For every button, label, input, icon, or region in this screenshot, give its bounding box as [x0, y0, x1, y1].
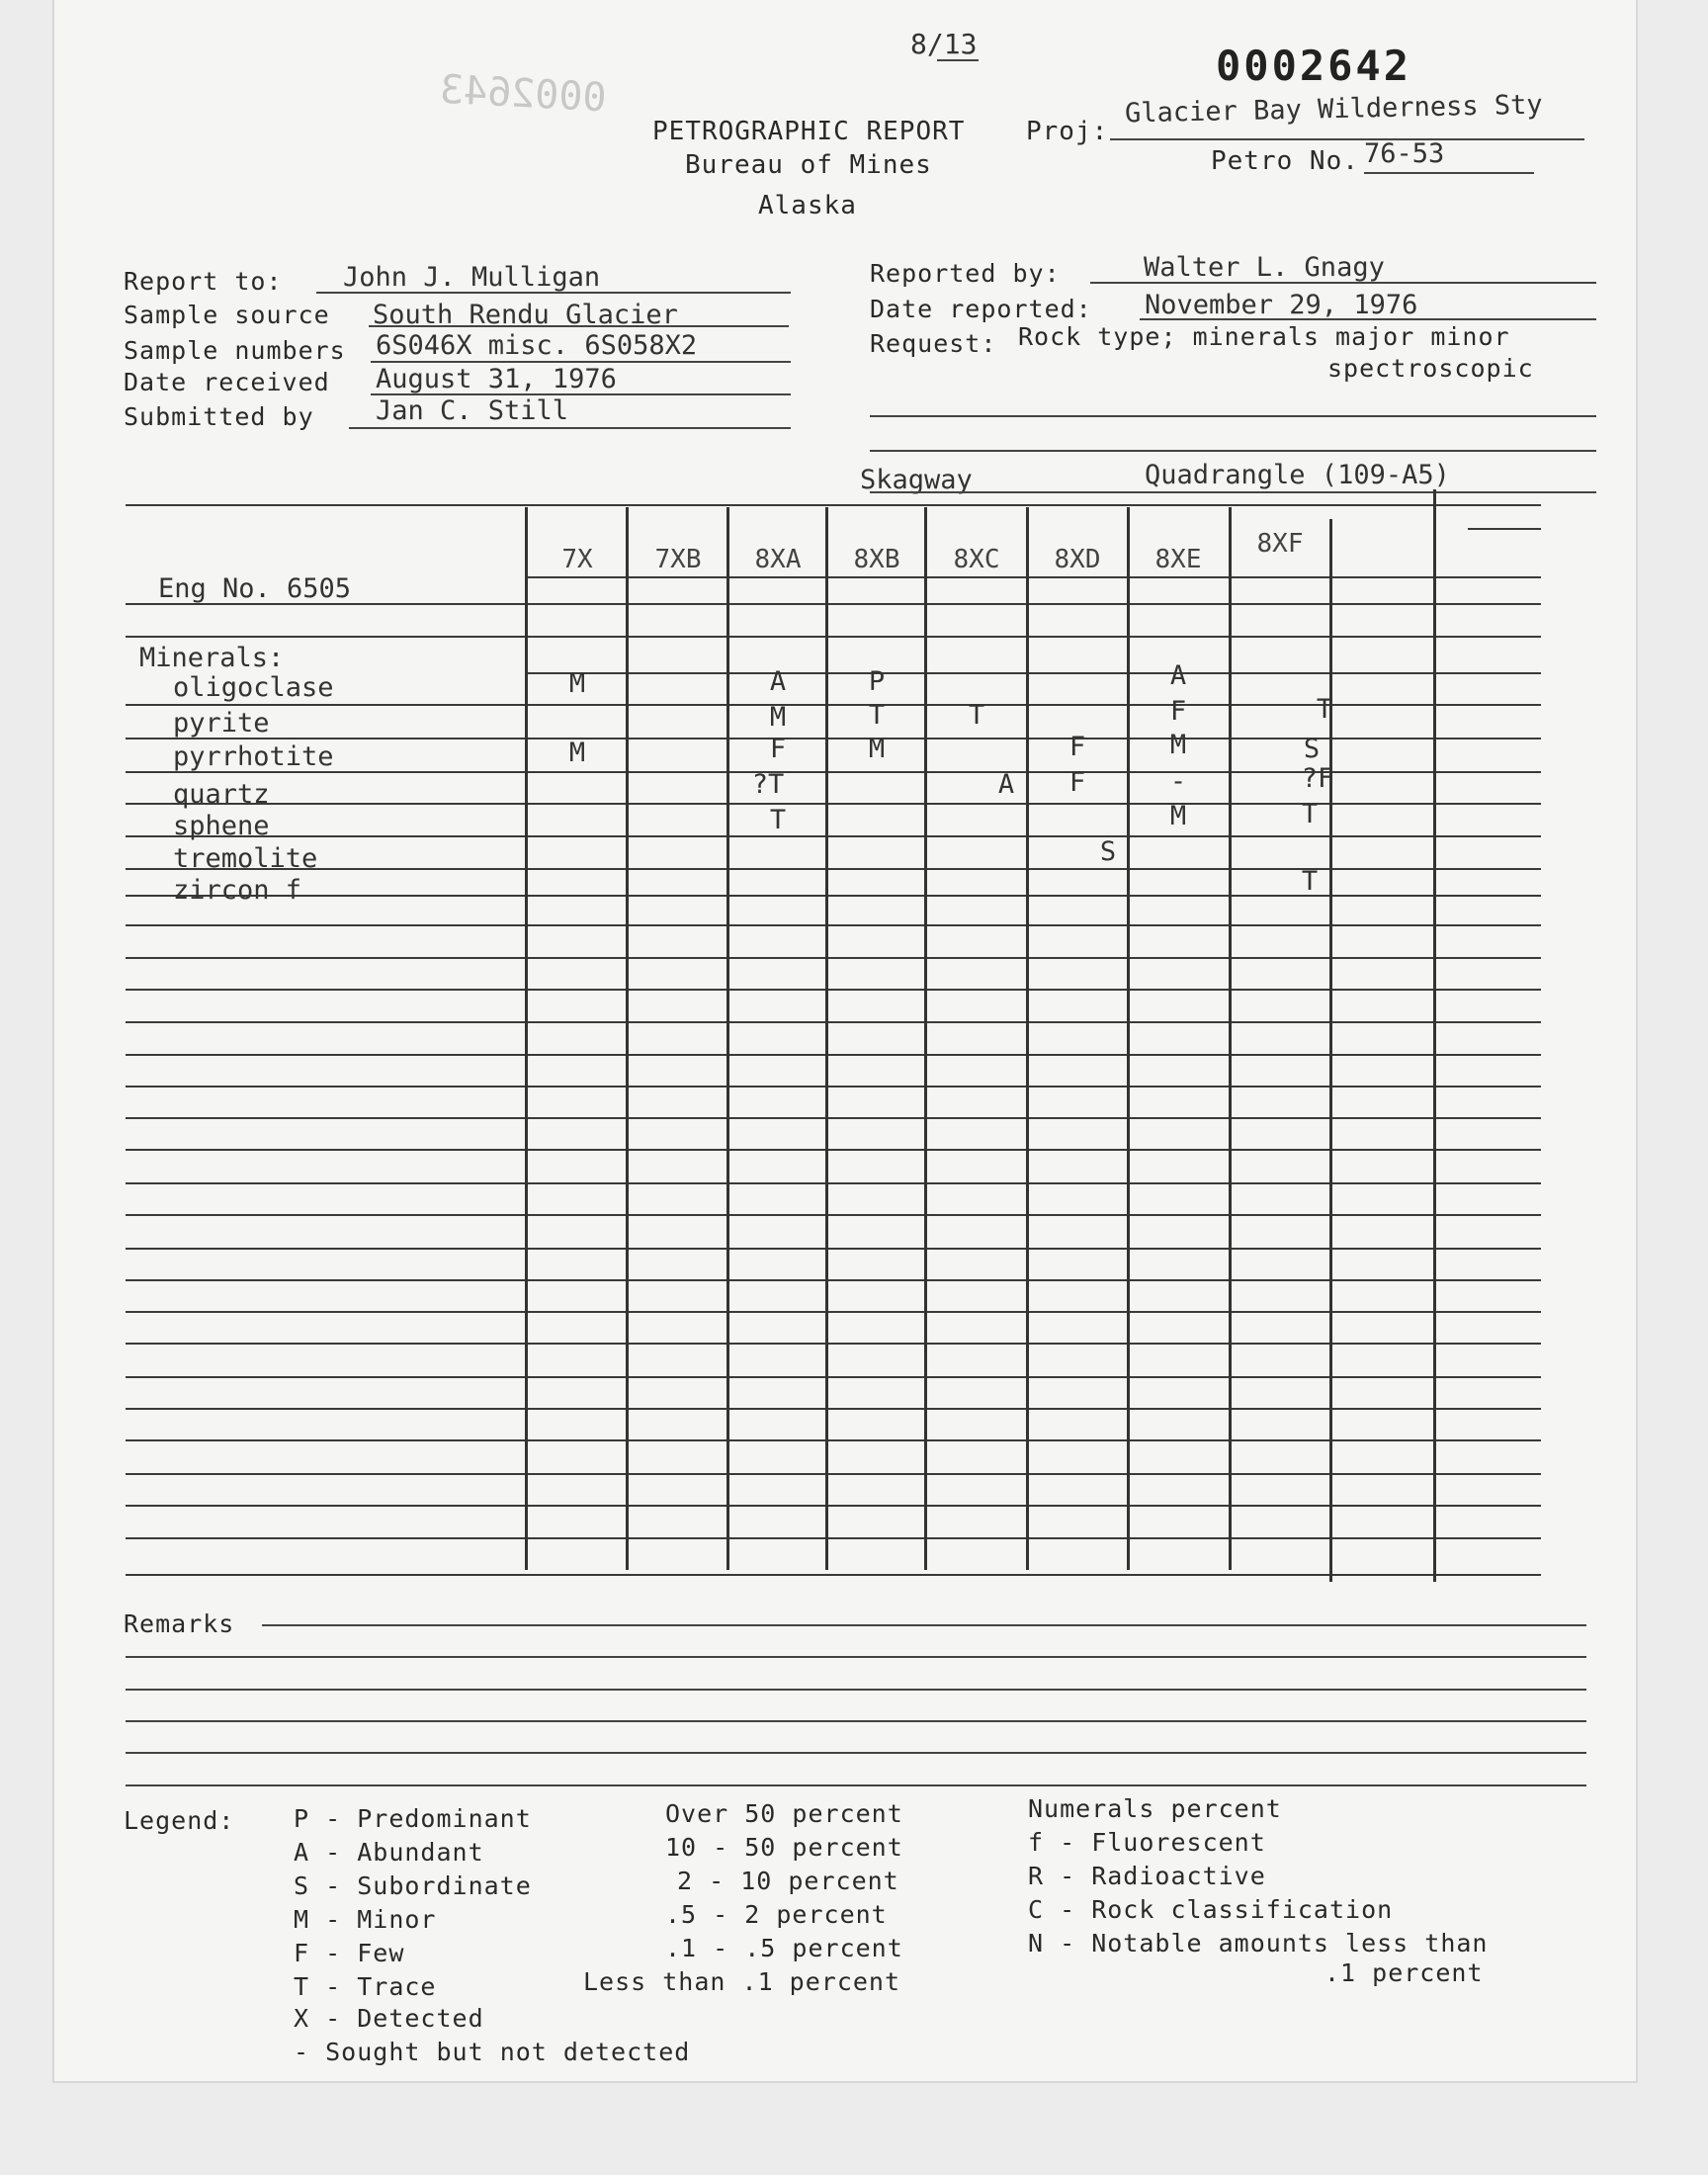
- legend-note: R - Radioactive: [1028, 1862, 1266, 1890]
- request-label: Request:: [870, 329, 997, 358]
- document-number: 0002642: [1216, 42, 1412, 90]
- mineral-name: sphene: [173, 811, 270, 841]
- table-cell: F: [1068, 767, 1086, 798]
- date-reported-label: Date reported:: [870, 295, 1092, 323]
- legend-range: 10 - 50 percent: [665, 1833, 903, 1862]
- col-head-7: 8XE: [1154, 545, 1202, 574]
- legend-code: T - Trace: [294, 1972, 437, 2001]
- legend-code: F - Few: [294, 1939, 405, 1967]
- legend-code: P - Predominant: [294, 1804, 532, 1833]
- mineral-name: quartz: [173, 779, 270, 810]
- table-cell: T: [868, 700, 886, 731]
- table-cell: -: [1169, 766, 1187, 797]
- table-cell: ?F: [1301, 763, 1334, 794]
- minerals-heading: Minerals:: [139, 643, 285, 673]
- table-cell: M: [568, 668, 586, 699]
- mineral-name: oligoclase: [173, 672, 334, 703]
- col-head-2: 7XB: [654, 545, 702, 574]
- legend-note: C - Rock classification: [1028, 1895, 1394, 1924]
- table-cell: M: [868, 734, 886, 764]
- location-place: Skagway: [860, 465, 973, 495]
- location-quadrangle: Quadrangle (109-A5): [1145, 460, 1450, 490]
- legend-range: .1 - .5 percent: [665, 1934, 903, 1962]
- date-received-label: Date received: [124, 368, 330, 396]
- submitted-by-value: Jan C. Still: [376, 395, 569, 426]
- table-cell: M: [1169, 801, 1187, 831]
- table-cell: A: [997, 769, 1015, 800]
- petro-value: 76-53: [1364, 138, 1445, 169]
- reported-by-label: Reported by:: [870, 259, 1061, 288]
- mineral-name: pyrrhotite: [173, 741, 334, 772]
- table-cell: T: [1301, 799, 1319, 829]
- sample-source-label: Sample source: [124, 301, 330, 329]
- col-head-1: 7X: [561, 545, 593, 574]
- report-page: [54, 0, 1636, 2081]
- col-head-3: 8XA: [754, 545, 802, 574]
- date-reported-value: November 29, 1976: [1145, 290, 1418, 320]
- sample-source-value: South Rendu Glacier: [373, 300, 678, 330]
- col-head-4: 8XB: [853, 545, 900, 574]
- legend-note: f - Fluorescent: [1028, 1828, 1266, 1857]
- sample-numbers-value: 6S046X misc. 6S058X2: [376, 330, 698, 361]
- table-cell: T: [769, 805, 787, 835]
- eng-number: Eng No. 6505: [158, 573, 352, 604]
- petro-label: Petro No.: [1211, 146, 1359, 176]
- table-cell: T: [1301, 866, 1319, 897]
- table-cell: T: [968, 700, 985, 731]
- report-to-label: Report to:: [124, 267, 283, 296]
- col-head-5: 8XC: [953, 545, 1000, 574]
- legend-code: - Sought but not detected: [294, 2038, 691, 2066]
- legend-code: X - Detected: [294, 2004, 484, 2033]
- bureau-name: Bureau of Mines: [685, 150, 932, 180]
- legend-range: Less than .1 percent: [583, 1967, 901, 1996]
- mineral-name: zircon f: [173, 875, 302, 906]
- mineral-name: pyrite: [173, 708, 270, 739]
- table-cell: F: [769, 734, 787, 764]
- date-received-value: August 31, 1976: [376, 364, 617, 394]
- legend-note: Numerals percent: [1028, 1794, 1282, 1823]
- table-cell: F: [1169, 696, 1187, 727]
- legend-code: S - Subordinate: [294, 1871, 532, 1900]
- remarks-label: Remarks: [124, 1610, 235, 1638]
- report-to-value: John J. Mulligan: [343, 262, 601, 293]
- table-cell: M: [769, 702, 787, 733]
- faint-stamp: 0002643: [438, 66, 608, 122]
- proj-value: Glacier Bay Wilderness Sty: [1124, 89, 1543, 130]
- table-cell: P: [868, 666, 886, 697]
- legend-range: Over 50 percent: [665, 1799, 903, 1828]
- col-head-8: 8XF: [1256, 529, 1304, 559]
- col-head-6: 8XD: [1054, 545, 1101, 574]
- legend-code: M - Minor: [294, 1905, 437, 1934]
- legend-note: .1 percent: [1324, 1958, 1484, 1987]
- submitted-by-label: Submitted by: [124, 402, 314, 431]
- table-cell: M: [1169, 730, 1187, 760]
- mineral-name: tremolite: [173, 843, 318, 874]
- table-cell: ?T: [751, 769, 785, 800]
- legend-code: A - Abundant: [294, 1838, 484, 1867]
- sample-numbers-label: Sample numbers: [124, 336, 346, 365]
- table-cell: M: [568, 738, 586, 768]
- proj-label: Proj:: [1026, 117, 1109, 146]
- legend-range: 2 - 10 percent: [677, 1867, 899, 1895]
- table-cell: T: [1316, 694, 1333, 725]
- legend-range: .5 - 2 percent: [665, 1900, 888, 1929]
- request-line-1: Rock type; minerals major minor: [1018, 322, 1510, 351]
- reported-by-value: Walter L. Gnagy: [1144, 252, 1385, 283]
- report-title: PETROGRAPHIC REPORT: [652, 117, 966, 146]
- table-cell: F: [1068, 732, 1086, 762]
- state-name: Alaska: [758, 191, 857, 220]
- legend-label: Legend:: [124, 1806, 235, 1835]
- request-line-2: spectroscopic: [1327, 354, 1534, 383]
- table-cell: S: [1303, 734, 1321, 764]
- table-cell: S: [1099, 836, 1117, 867]
- table-cell: A: [1169, 660, 1187, 691]
- table-cell: A: [769, 666, 787, 697]
- page-fraction: 8/13: [910, 28, 978, 60]
- legend-note: N - Notable amounts less than: [1028, 1929, 1489, 1958]
